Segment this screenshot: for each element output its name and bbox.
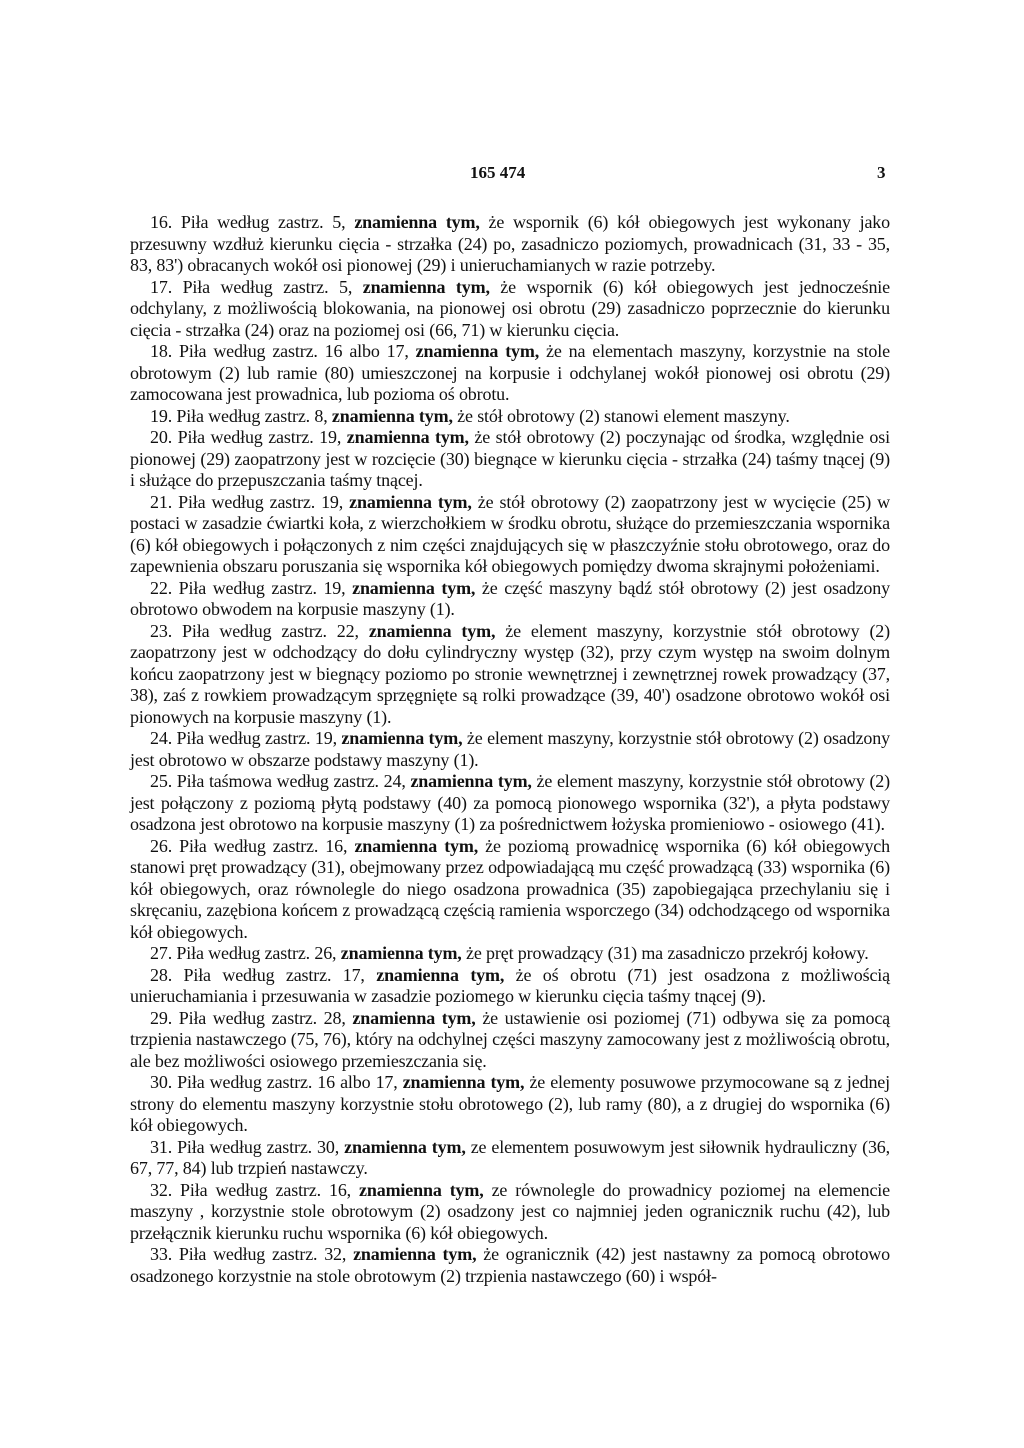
claim-paragraph	[130, 212, 890, 277]
claim-keyword: znamienna tym,	[341, 728, 463, 748]
claim-paragraph	[130, 427, 890, 492]
claim-text: że wspornik (6) kół obiegowych jest jednocześnie odchylany, z możliwością blokowania, na pionowej osi obrotu (29) zasadniczo poprzecznie do kierunku cięcia - strzałka (24) oraz na poziomej osi (66, 71) w kierunku cięcia.	[130, 276, 890, 340]
claim-keyword: znamienna tym,	[359, 1179, 484, 1200]
claims-body	[130, 212, 890, 1287]
claim-keyword: znamienna tym,	[353, 1244, 477, 1264]
claim-text: ze równolegle do prowadnicy poziomej na elemencie maszyny , korzystnie stole obrotowym (2) osadzony jest co najmniej jeden ogranicznik ruchu (42), lub przełącznik kierunku ruchu wspornika (6) kół obiegowych.	[130, 1179, 890, 1243]
claim-text: ze elementem posuwowym jest siłownik hydrauliczny (36, 67, 77, 84) lub trzpień nastawczy.	[130, 1136, 890, 1178]
claim-text: że elementy posuwowe przymocowane są z jednej strony do elementu maszyny korzystnie stołu obrotowego (2), lub ramy (80), a z drugiej do wspornika (6) kół obiegowych.	[130, 1072, 890, 1135]
claim-paragraph	[130, 1008, 890, 1073]
claim-lead: 24. Piła według zastrz. 19,	[150, 728, 342, 748]
claim-keyword: znamienna tym,	[352, 577, 476, 598]
claim-text: że element maszyny, korzystnie stół obrotowy (2) osadzony jest obrotowo w obszarze podstawy maszyny (1).	[130, 728, 890, 770]
claim-lead: 28. Piła według zastrz. 17,	[150, 964, 377, 985]
page-header	[0, 163, 1024, 185]
claim-paragraph	[130, 277, 890, 342]
claim-lead: 30. Piła według zastrz. 16 albo 17,	[150, 1072, 403, 1092]
claim-lead: 20. Piła według zastrz. 19,	[150, 427, 347, 447]
claim-lead: 26. Piła według zastrz. 16,	[150, 835, 355, 856]
claim-keyword: znamienna tym,	[349, 491, 472, 512]
claim-lead: 19. Piła według zastrz. 8,	[150, 405, 332, 426]
claim-paragraph	[130, 341, 890, 406]
claim-paragraph	[130, 406, 890, 428]
claim-text: że ustawienie osi poziomej (71) odbywa się za pomocą trzpienia nastawczego (75, 76), który na odchylnej części maszyny zamocowany jest z możliwością obrotu, ale bez możliwości osiowego przemieszczania się.	[130, 1007, 891, 1071]
claim-lead: 22. Piła według zastrz. 19,	[150, 577, 353, 598]
patent-number: 165 474	[470, 163, 526, 182]
claim-lead: 25. Piła taśmowa według zastrz. 24,	[150, 771, 411, 791]
claim-text: że pręt prowadzący (31) ma zasadniczo przekrój kołowy.	[461, 943, 869, 963]
claim-keyword: znamienna tym,	[368, 620, 496, 641]
claim-text: że stół obrotowy (2) zaopatrzony jest w wycięcie (25) w postaci w zasadzie ćwiartki koła, z wierzchołkiem w środku obrotu, służące do przemieszczania wspornika (6) kół obiegowych i połączonych z nim części znajdujących się w płaszczyźnie stołu obrotowego, oraz do zapewnienia obszaru poruszania się wspornika kół obiegowych pomiędzy dwoma skrajnymi położeniami.	[130, 491, 890, 576]
claim-text: że stół obrotowy (2) poczynając od środka, względnie osi pionowej (29) zaopatrzony jest w rozcięcie (30) biegnące w kierunku cięcia - strzałka (24) taśmy tnącej (9) i służące do przepuszczania taśmy tnącej.	[130, 427, 890, 490]
claim-paragraph	[130, 965, 890, 1008]
claim-keyword: znamienna tym,	[346, 427, 469, 447]
claim-paragraph	[130, 836, 890, 944]
claim-text: że na elementach maszyny, korzystnie na stole obrotowym (2) lub ramie (80) umieszczonej na korpusie i odchylanej wokół pionowej osi obrotu (29) zamocowana jest prowadnica, lub pozioma oś obrotu.	[130, 341, 890, 404]
claim-keyword: znamienna tym,	[331, 405, 453, 426]
claim-text: że element maszyny, korzystnie stół obrotowy (2) zaopatrzony jest w odchodzący do dołu cylindryczny występ (32), przy czym występ na swoim dolnym końcu zaopatrzony jest w biegnący poziomo po stronie wewnętrznej i zewnętrznej rowek prowadzący (37, 38), zaś z rowkiem prowadzącym sprzęgnięte są rolki prowadzące (39, 40') osadzone obrotowo wokół osi pionowych na korpusie maszyny (1).	[130, 620, 890, 727]
claim-keyword: znamienna tym,	[402, 1072, 525, 1092]
claim-lead: 33. Piła według zastrz. 32,	[150, 1244, 354, 1264]
claim-text: że ogranicznik (42) jest nastawny za pomocą obrotowo osadzonego korzystnie na stole obrotowym (2) trzpienia nastawczego (60) i współ-	[130, 1244, 890, 1286]
claim-lead: 18. Piła według zastrz. 16 albo 17,	[150, 341, 416, 361]
claim-lead: 21. Piła według zastrz. 19,	[150, 491, 350, 512]
claim-paragraph	[130, 1180, 890, 1245]
claim-text: że oś obrotu (71) jest osadzona z możliwością unieruchamiania i przesuwania w zasadzie poziomego w kierunku cięcia taśmy tnącej (9).	[130, 964, 890, 1006]
claim-paragraph	[130, 1137, 890, 1180]
claim-lead: 17. Piła według zastrz. 5,	[150, 276, 363, 297]
claim-keyword: znamienna tym,	[354, 212, 480, 232]
page-number: 3	[877, 163, 886, 182]
claim-keyword: znamienna tym,	[415, 341, 540, 361]
claim-lead: 27. Piła według zastrz. 26,	[150, 943, 341, 963]
claim-keyword: znamienna tym,	[410, 771, 532, 791]
claim-keyword: znamienna tym,	[344, 1136, 466, 1157]
claim-paragraph	[130, 1072, 890, 1137]
claim-keyword: znamienna tym,	[362, 276, 490, 297]
claim-lead: 16. Piła według zastrz. 5,	[150, 212, 355, 232]
claim-text: że wspornik (6) kół obiegowych jest wykonany jako przesuwny wzdłuż kierunku cięcia - strzałka (24) po, zasadniczo poziomych, prowadnicach (31, 33 - 35, 83, 83') obracanych wokół osi pionowej (29) i unieruchamianych w razie potrzeby.	[130, 212, 890, 275]
claim-text: że element maszyny, korzystnie stół obrotowy (2) jest połączony z poziomą płytą podstawy (40) za pomocą pionowego wspornika (32'), a płyta podstawy osadzona jest obrotowo na korpusie maszyny (1) za pośrednictwem łożyska promieniowo - osiowego (41).	[130, 771, 890, 834]
claim-text: że część maszyny bądź stół obrotowy (2) jest osadzony obrotowo obwodem na korpusie maszyny (1).	[130, 577, 890, 619]
claim-lead: 32. Piła według zastrz. 16,	[150, 1179, 360, 1200]
claim-keyword: znamienna tym,	[354, 835, 479, 856]
claim-paragraph	[130, 492, 890, 578]
claim-keyword: znamienna tym,	[376, 964, 505, 985]
claim-text: że poziomą prowadnicę wspornika (6) kół obiegowych stanowi pręt prowadzący (31), obejmowany przez odpowiadającą mu część prowadzącą (33) wspornika (6) kół obiegowych, oraz równolegle do niego osadzona prowadnica (35) zapobiegająca przechylaniu się i skręcaniu, zazębiona końcem z prowadzącą częścią ramienia wsporczego (34) odchodzącego od wspornika kół obiegowych.	[130, 835, 890, 942]
claim-paragraph	[130, 728, 890, 771]
claim-lead: 23. Piła według zastrz. 22,	[150, 620, 369, 641]
claim-lead: 29. Piła według zastrz. 28,	[150, 1007, 353, 1028]
claim-keyword: znamienna tym,	[340, 943, 462, 963]
claim-paragraph	[130, 578, 890, 621]
claim-paragraph	[130, 771, 890, 836]
claim-paragraph	[130, 943, 890, 965]
claim-paragraph	[130, 621, 890, 729]
claim-paragraph	[130, 1244, 890, 1287]
claim-text: że stół obrotowy (2) stanowi element maszyny.	[452, 405, 790, 426]
claim-keyword: znamienna tym,	[352, 1007, 476, 1028]
claim-lead: 31. Piła według zastrz. 30,	[150, 1136, 345, 1157]
